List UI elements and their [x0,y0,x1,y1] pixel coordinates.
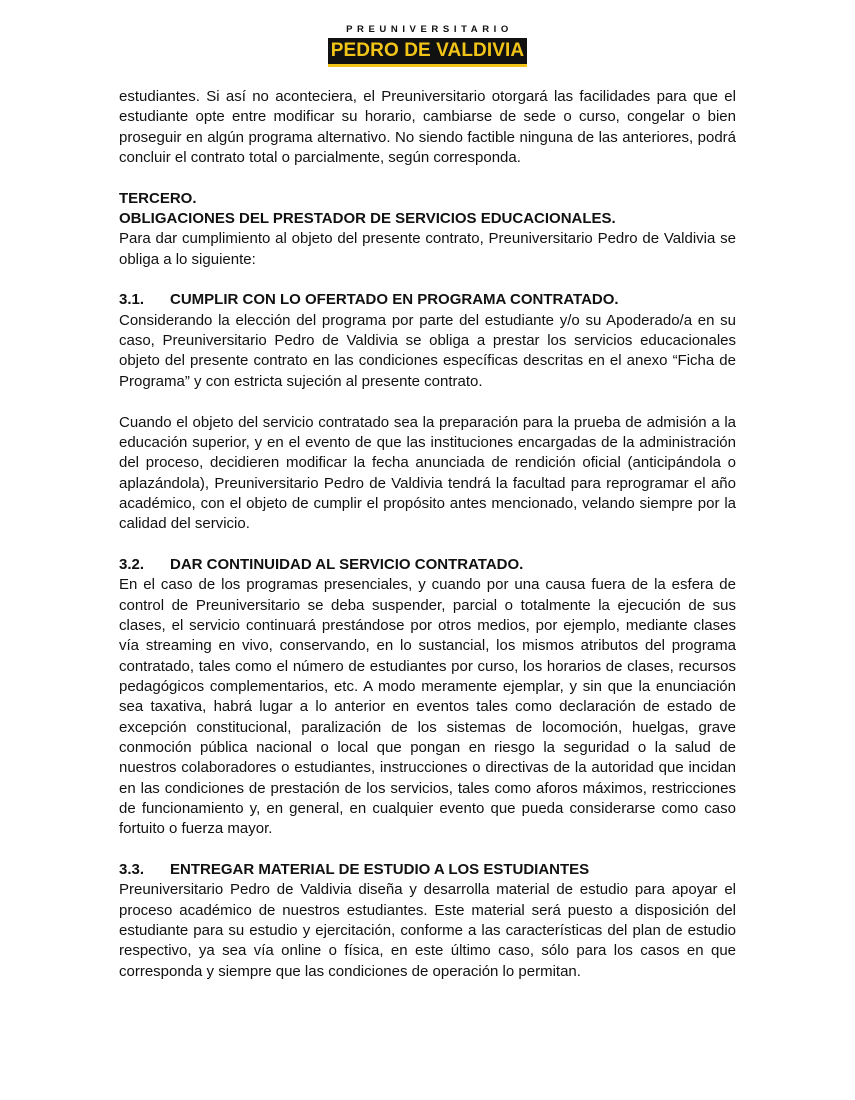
clause-number: 3.1. [119,291,145,309]
clause-number: 3.2. [119,555,145,573]
tercero-paragraph: Para dar cumplimiento al objeto del presente contrato, Preuniversitario Pedro de Valdivia se obliga a lo siguiente: [119,230,736,268]
clause-3-1-paragraph-2: Cuando el objeto del servicio contratado sea la preparación para la prueba de admisión a la educación superior, y en el evento de que las instituciones encargadas de la administración del proceso, decidieren modificar la fecha anunciada de rendición oficial (anticipándola o aplazándola), Preuniversitario Pedro de Valdivia tendrá la facultad para reprogramar el año académico, con el objeto de cumplir el propósito antes mencionado, velando siempre por la calidad del servicio. [119,413,736,533]
clause-heading-3-1 [119,290,736,310]
clause-title: DAR CONTINUIDAD AL SERVICIO CONTRATADO. [170,555,524,573]
clause-title: CUMPLIR CON LO OFERTADO EN PROGRAMA CONTRATADO. [170,291,619,309]
section-heading-tercero: TERCERO. [119,189,197,207]
logo-top-text: PREUNIVERSITARIO [346,24,513,35]
logo [0,24,855,67]
clause-number: 3.3. [119,861,145,879]
clause-heading-3-2 [119,555,736,575]
section-subheading-obligaciones: OBLIGACIONES DEL PRESTADOR DE SERVICIOS EDUCACIONALES. [119,210,616,228]
clause-3-3-paragraph-1: Preuniversitario Pedro de Valdivia diseña y desarrolla material de estudio para apoyar el proceso académico de nuestros estudiantes. Este material será puesto a disposición del estudiante para su estudio y ejercitación, conforme a las características del plan de estudio respectivo, ya sea vía online o física, en este último caso, sólo para los casos en que corresponda y siempre que las condiciones de operación lo permitan. [119,881,736,980]
clause-3-1-paragraph-1: Considerando la elección del programa por parte del estudiante y/o su Apoderado/a en su caso, Preuniversitario Pedro de Valdivia se obliga a prestar los servicios educacionales objeto del presente contrato en las condiciones específicas descritas en el anexo “Ficha de Programa” y con estricta sujeción al presente contrato. [119,311,736,390]
intro-paragraph: estudiantes. Si así no aconteciera, el Preuniversitario otorgará las facilidades para que el estudiante opte entre modificar su horario, cambiarse de sede o curso, congelar o bien proseguir en algún programa alternativo. No siendo factible ninguna de las anteriores, podrá concluir el contrato total o parcialmente, según corresponda. [119,88,736,167]
clause-heading-3-3 [119,860,736,880]
clause-3-2-paragraph-1: En el caso de los programas presenciales, y cuando por una causa fuera de la esfera de control de Preuniversitario se deba suspender, parcial o totalmente la ejecución de sus clases, el servicio continuará prestándose por otros medios, por ejemplo, mediante clases vía streaming en vivo, conservando, en lo sustancial, los mismos atributos del programa contratado, tales como el número de estudiantes por curso, los horarios de clases, recursos pedagógicos complementarios, etc. A modo meramente ejemplar, y sin que la enunciación sea taxativa, habrá lugar a lo anterior en eventos tales como declaración de estado de excepción constitucional, paralización de los sistemas de locomoción, huelgas, grave conmoción pública nacional o local que pongan en riesgo la seguridad o la salud de nuestros colaboradores o estudiantes, instrucciones o directivas de la autoridad que incidan en las condiciones de prestación de los servicios, tales como aforos máximos, restricciones de funcionamiento y, en general, en cualquier evento que pueda considerarse como caso fortuito o fuerza mayor. [119,576,736,838]
logo-main-text: PEDRO DE VALDIVIA [328,38,527,67]
document-body [119,87,736,982]
clause-title: ENTREGAR MATERIAL DE ESTUDIO A LOS ESTUDIANTES [170,861,590,879]
